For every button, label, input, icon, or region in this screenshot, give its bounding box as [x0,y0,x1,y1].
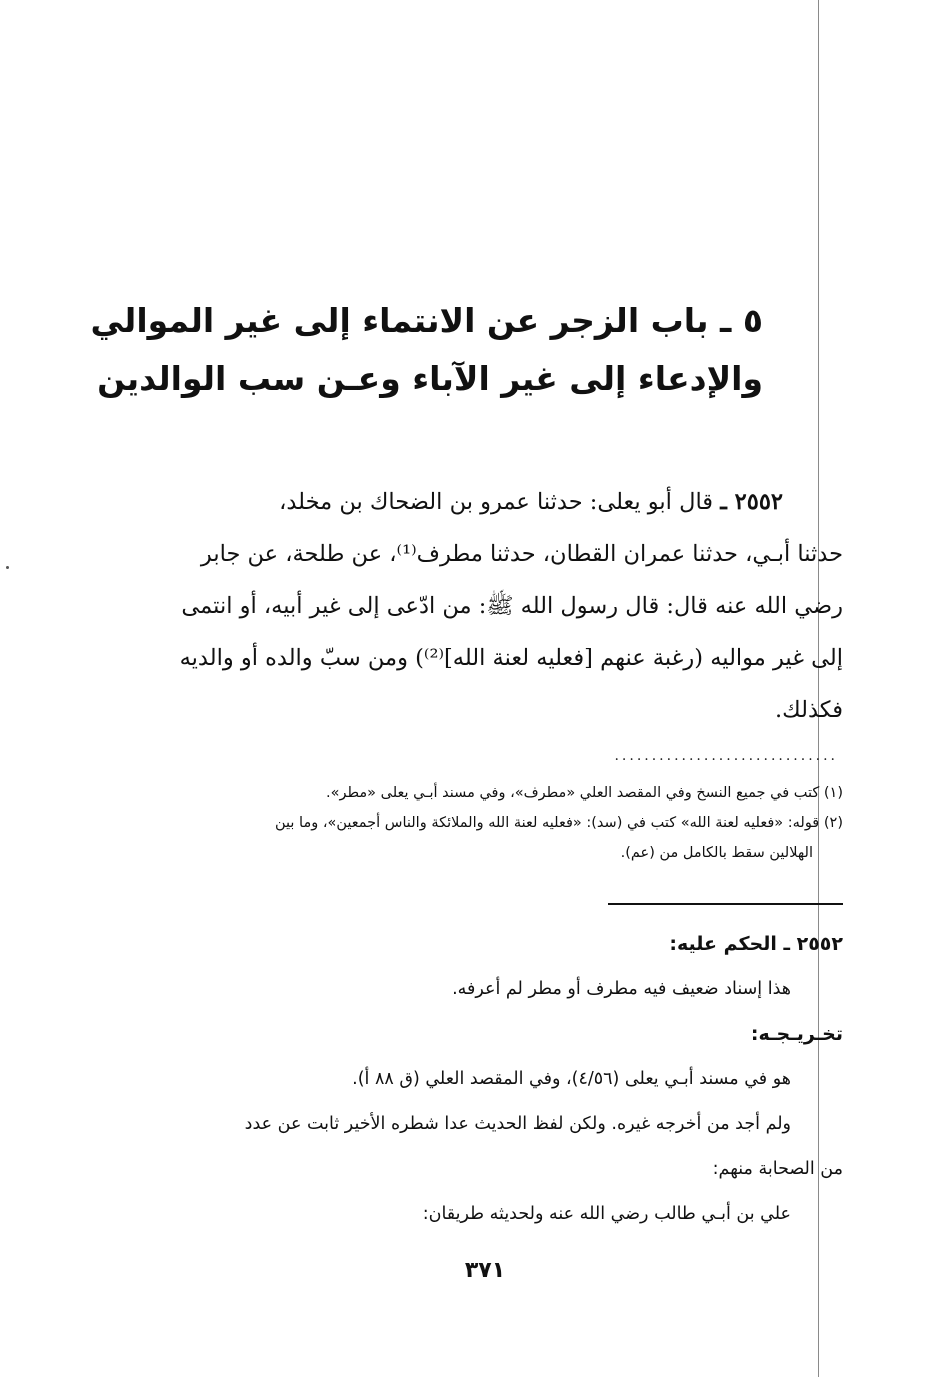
footnote-2 [103,808,843,868]
footnote-2-continuation: الهلالين سقط بالكامل من (عم). [620,845,813,861]
chapter-title [90,292,763,408]
hadith-number: ٢٥٥٢ ـ [720,489,783,515]
takhrij-line-4: علي بن أبـي طالب رضي الله عنه ولحديثه طريقان: [422,1204,791,1224]
footnote-2-line [103,808,843,838]
scan-speck [6,566,9,569]
hadith-text [103,476,843,736]
footnote-1-marker: (١) [823,785,843,801]
section-divider [608,903,843,905]
verdict-ruling: هذا إسناد ضعيف فيه مطرف أو مطر لم أعرفه. [452,979,791,999]
chapter-title-line-1: ٥ ـ باب الزجر عن الانتماء إلى غير الموالي [90,301,763,340]
footnote-1 [103,778,843,808]
takhrij-line-1: هو في مسند أبـي يعلى (٤/٥٦)، وفي المقصد العلي (ق ٨٨ أ). [352,1069,791,1089]
footnote-2-text: قوله: «فعليه لعنة الله» كتب في (سد): «فعليه لعنة الله والملائكة والناس أجمعين»، وما بين [274,815,820,831]
chapter-title-line-2: والإدعاء إلى غير الآباء وعـن سب الوالدين [97,359,763,398]
verdict-section [103,922,843,1237]
hadith-line-3: رضي الله عنه قال: قال رسول الله ﷺ: من ادّعى إلى غير أبيه، أو انتمى [181,593,843,619]
takhrij-heading: تخـريـجـه: [750,1023,843,1045]
footnotes [103,778,843,868]
footnote-1-line [103,778,843,808]
footnote-1-text: كتب في جميع النسخ وفي المقصد العلي «مطرف»، وفي مسند أبـي يعلى «مطر». [326,785,820,801]
footnote-separator: .............................. [614,748,838,764]
hadith-line-4: إلى غير مواليه (رغبة عنهم [فعليه لعنة الله]⁽²⁾) ومن سبّ والده أو والديه [179,645,843,671]
page-number: ٣٧١ [464,1258,506,1283]
hadith-line-1-text: قال أبو يعلى: حدثنا عمرو بن الضحاك بن مخلد، [279,489,714,515]
hadith-line-5: فكذلك. [775,697,843,723]
takhrij-line-3: من الصحابة منهم: [712,1159,843,1179]
footnote-2-marker: (٢) [823,815,843,831]
takhrij-line-2: ولم أجد من أخرجه غيره. ولكن لفظ الحديث عدا شطره الأخير ثابت عن عدد [244,1114,791,1134]
hadith-line-1 [103,476,843,528]
verdict-heading: ٢٥٥٢ ـ الحكم عليه: [669,933,843,955]
hadith-line-2: حدثنا أبـي، حدثنا عمران القطان، حدثنا مطرف⁽¹⁾، عن طلحة، عن جابر [200,541,843,567]
